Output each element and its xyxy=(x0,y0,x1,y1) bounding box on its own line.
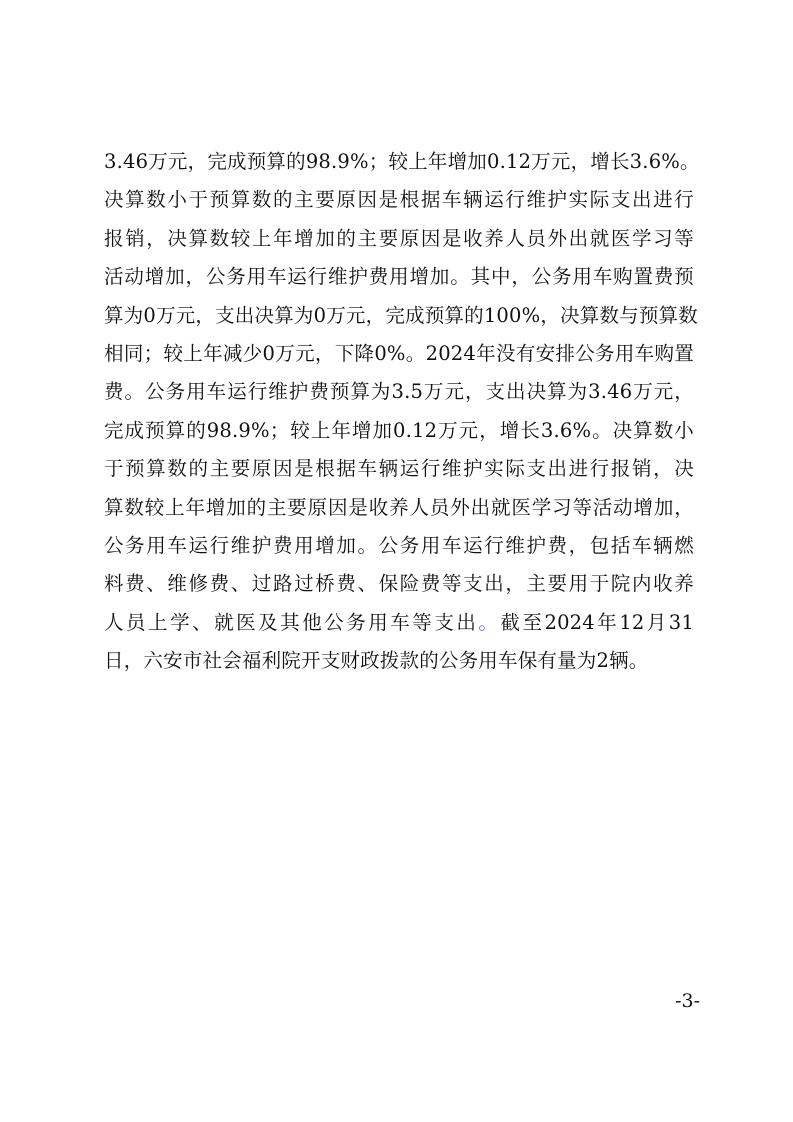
text-line-13 xyxy=(104,604,694,642)
text-line-13-blue-period: 。 xyxy=(478,610,501,634)
text-line-8: 完成预算的98.9%；较上年增加0.12万元，增长3.6%。决算数小 xyxy=(104,418,694,442)
text-line-2: 决算数小于预算数的主要原因是根据车辆运行维护实际支出进行 xyxy=(104,188,694,212)
text-line-1: 3.46万元，完成预算的98.9%；较上年增加0.12万元，增长3.6%。 xyxy=(104,150,700,173)
text-line-11: 公务用车运行维护费用增加。公务用车运行维护费，包括车辆燃 xyxy=(104,533,694,557)
text-line-5: 算为0万元，支出决算为0万元，完成预算的100%，决算数与预算数 xyxy=(104,303,698,327)
text-line-6: 相同；较上年减少0万元，下降0%。2024年没有安排公务用车购置 xyxy=(104,341,694,365)
text-line-12: 料费、维修费、过路过桥费、保险费等支出，主要用于院内收养 xyxy=(104,572,694,596)
text-line-3: 报销，决算数较上年增加的主要原因是收养人员外出就医学习等 xyxy=(104,226,694,250)
page-number: -3- xyxy=(675,990,700,1012)
text-line-14: 日，六安市社会福利院开支财政拨款的公务用车保有量为2辆。 xyxy=(104,649,649,673)
text-line-4: 活动增加，公务用车运行维护费用增加。其中，公务用车购置费预 xyxy=(104,265,694,289)
text-line-7: 费。公务用车运行维护费预算为3.5万元，支出决算为3.46万元， xyxy=(104,380,694,404)
text-line-10: 算数较上年增加的主要原因是收养人员外出就医学习等活动增加， xyxy=(104,495,694,519)
body-paragraph xyxy=(104,143,700,680)
text-line-9: 于预算数的主要原因是根据车辆运行维护实际支出进行报销，决 xyxy=(104,457,694,481)
text-line-13-head: 人员上学、就医及其他公务用车等支出 xyxy=(104,610,479,634)
text-line-13-tail: 截至2024年12月31 xyxy=(500,610,695,634)
